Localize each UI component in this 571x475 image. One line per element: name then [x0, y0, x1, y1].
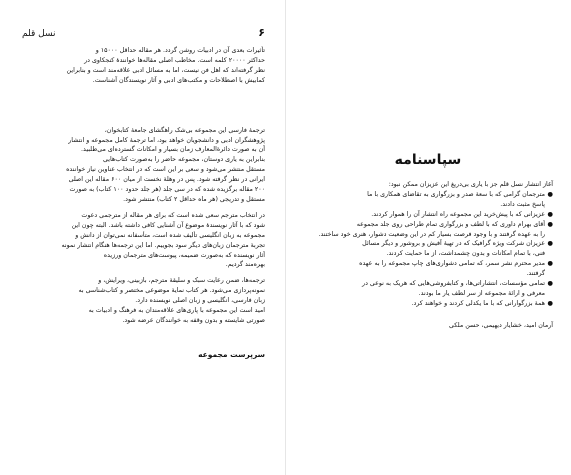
- text-line: آقای بهرام داوری که با لطف و بزرگواری تمام طراحی روی جلد مجموعه: [356, 220, 545, 228]
- text-line: ترجمهٔ فارسی این مجموعه بی‌شک راهگشای جامعهٔ کتابخوان،: [104, 126, 265, 134]
- text-line: عزیزانی که با پیش‌خرید این مجموعه راه انتشار آن را هموار کردند.: [371, 210, 545, 218]
- text-line: آن به صورت دائرةالمعارف زمان بسیار و امکانات گسترده‌ای می‌طلبید.: [81, 146, 265, 154]
- text-line: مستقل منتشر می‌شود و سعی بر این است که در انتخاب عناوین نیاز خواننده: [66, 166, 265, 174]
- bullet-icon: ●: [547, 299, 553, 307]
- paragraph-2: [22, 126, 265, 205]
- bullet-icon: ●: [547, 260, 553, 268]
- text-line: مستقل و تدریجی (هر ماه حداقل ۲ کتاب) منتشر شود.: [123, 195, 265, 203]
- left-page: [0, 0, 285, 475]
- text-line: مجموعه به زبان انگلیسی تألیف شده است، متأسفانه نمی‌توان از دانش و: [75, 231, 265, 239]
- text-line: تمامی مؤسسات، انتشاراتی‌ها، و کتابفروشی‌هایی که هریک به نوعی در: [362, 280, 545, 288]
- intro-line: آغاز انتشار نسل قلم جز با یاری بی‌دریغ این عزیزان ممکن نبود:: [388, 181, 553, 188]
- text-line: بنابراین به یاری دوستان، مجموعه حاضر را به‌صورت کتاب‌هایی: [102, 156, 265, 164]
- list-item: [303, 279, 553, 299]
- text-line: پژوهشگران ادبی و دانشجویان خواهد بود، اما ترجمهٔ کامل مجموعه و انتشار: [68, 136, 265, 144]
- text-line: صورتی شایسته و بدون وقفه به خوانندگان عرضه شود.: [122, 316, 265, 324]
- running-head: [22, 26, 265, 39]
- text-line: بهره‌مند گردیم.: [225, 261, 265, 269]
- text-line: شود که با آثار نویسندهٔ موضوع آن آشنایی کافی داشته باشد. البته چون این: [71, 221, 265, 229]
- list-item: [303, 239, 553, 259]
- series-editor-signature: سرپرست مجموعه: [198, 349, 265, 359]
- bullet-icon: ●: [547, 280, 553, 288]
- text-line: در انتخاب مترجم سعی شده است که برای هر مقاله از مترجمی دعوت: [81, 211, 265, 219]
- paragraph-1: [22, 46, 265, 86]
- page-title: سپاسنامه: [394, 152, 462, 168]
- text-line: حداکثر ۲۰۰۰۰ کلمه است. مخاطب اصلی مقاله‌ها خوانندهٔ کنجکاوی در: [84, 56, 265, 64]
- paragraph-4: [22, 276, 265, 326]
- text-line: را به عهده گرفتند و با وجود فرصت بسیار کم در این وضعیت دشوار، هنری خود ساختند.: [318, 230, 545, 238]
- text-line: نمونه‌پردازی می‌شود. هر کتاب نمایهٔ موضوعی مختصر و کتاب‌شناسی به: [78, 287, 265, 295]
- list-item: [303, 190, 553, 210]
- text-line: آثار نویسنده که به‌صورت ضمیمه، پیوست‌های مترجمان ورزیده: [103, 251, 265, 259]
- text-line: کمابیش با اصطلاحات و مکتب‌های ادبی و آثار نویسندگان آشناست.: [92, 76, 265, 84]
- text-line: ۲۰۰ مقاله برگزیده شده که در سی جلد (هر جلد حدود ۱۰۰ کتاب) به صورت: [69, 186, 265, 194]
- text-line: مترجمان گرامی که با سعهٔ صدر و بزرگواری به تقاضای همکاری با ما: [367, 190, 545, 198]
- text-line: ترجمه‌ها، ضمن رعایت سبک و سلیقهٔ مترجم، بازبینی، ویرایش، و: [98, 277, 265, 285]
- list-item: [303, 210, 553, 220]
- text-line: مدیر محترم نشر سمر، که تمامی دشواری‌های چاپ مجموعه را به عهده: [359, 260, 545, 268]
- text-line: همهٔ بزرگوارانی که با ما یکدلی کردند و خواهند کرد.: [411, 299, 545, 307]
- bullet-icon: ●: [547, 240, 553, 248]
- text-line: تأثیرات بعدی آن در ادبیات روشن گردد. هر مقاله حداقل ۱۵۰۰۰ و: [95, 47, 265, 54]
- text-line: معرفی و ارائهٔ مجموعه از سر لطف یار ما بودند.: [418, 289, 545, 297]
- text-line: نظر گرفته‌اند که اهل فن نیست، اما به مسائل ادبی علاقه‌مند است و بنابراین: [66, 66, 265, 74]
- text-line: ایرانی در نظر گرفته شود. پس در وهلهٔ نخست از میان ۶۰۰ مقاله این اصلی: [68, 176, 265, 184]
- text-line: گرفتند.: [526, 270, 545, 278]
- text-line: تجربهٔ مترجمان زبان‌های دیگر سود بجوییم. اما این ترجمه‌ها هنگام انتشار نمونه: [61, 241, 265, 249]
- bullet-icon: ●: [547, 190, 553, 198]
- text-line: پاسخ مثبت دادند.: [500, 200, 545, 208]
- list-item: [303, 259, 553, 279]
- signers: آرمان امید، خشایار دیهیمی، حسن ملکی: [449, 321, 553, 329]
- text-line: عزیزان شرکت ویژه گرافیک که در تهیهٔ آفیش و بروشور و دیگر مسائل: [362, 240, 545, 248]
- acknowledgement-list: [303, 190, 553, 309]
- right-page: [285, 0, 571, 475]
- paragraph-3: [22, 211, 265, 270]
- bullet-icon: ●: [547, 220, 553, 228]
- bullet-icon: ●: [547, 210, 553, 218]
- text-line: زبان فارسی، انگلیسی و زبان اصلی نویسنده دارد.: [135, 297, 265, 305]
- running-title: نسل قلم: [22, 29, 56, 39]
- list-item: [303, 299, 553, 309]
- list-item: [303, 220, 553, 240]
- text-line: امید است این مجموعه با پاری‌های علاقه‌مندان به فرهنگ و ادبیات به: [88, 307, 265, 315]
- text-line: فنی، با تمام امکانات و بدون چشمداشت، از ما حمایت کردند.: [386, 250, 545, 258]
- page-number: ۶: [258, 26, 265, 39]
